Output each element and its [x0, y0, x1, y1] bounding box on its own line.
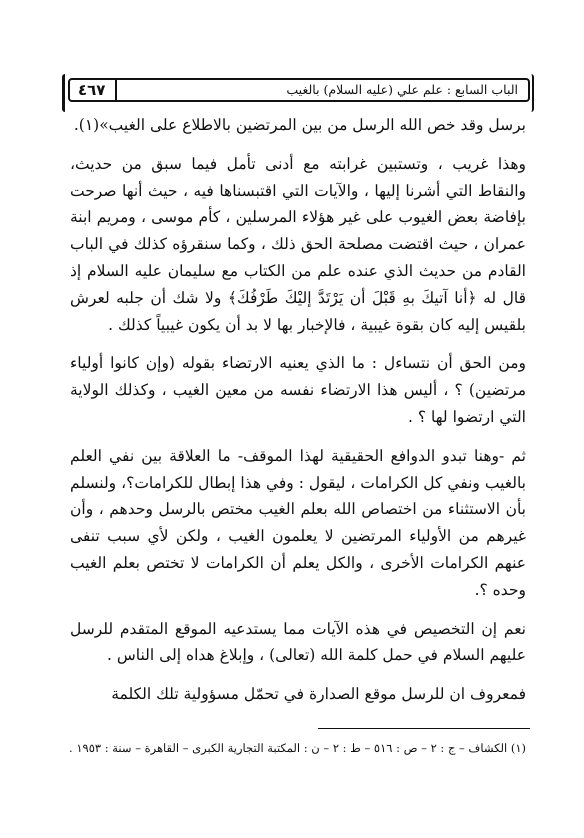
paragraph: برسل وقد خص الله الرسل من بين المرتضين بالاطلاع على الغيب»(١). [73, 116, 526, 134]
paragraph: فمعروف ان للرسل موقع الصدارة في تحمّل مسؤولية تلك الكلمة [111, 685, 526, 704]
page-header [68, 78, 530, 102]
footnote: (١) الكشاف – ج : ٢ – ص : ٥١٦ – ط : ٢ – ن : المكتبة التجارية الكبرى – القاهرة – سنة : ١٩٥٣ . [69, 741, 526, 755]
paragraph: ثم -وهنا تبدو الدوافع الحقيقية لهذا الموقف- ما العلاقة بين نفي العلم بالغيب ونفي كل الكرامات ، ليقول : وفي هذا إبطال للكرامات؟، ولنسلم بأن الاستثناء من اختصاص الله بعلم الغيب مختص بالرسل وحدهم ، وأن غيرهم من الأولياء المرتضين لا يعلمون الغيب ، ولكن لأي سبب تنفى عنهم الكرامات الأخرى ، والكل يعلم أن الكرامات لا تختص بعلم الغيب وحده ؟. [70, 446, 526, 599]
chapter-title: الباب السابع : علم علي (عليه السلام) بالغيب [286, 82, 518, 97]
main-text [70, 112, 526, 708]
page-number: ٤٦٧ [78, 80, 117, 100]
paragraph: ومن الحق أن نتساءل : ما الذي يعنيه الارتضاء بقوله (وإن كانوا أولياء مرتضين) ؟ ، أليس هذا الارتضاء نفسه من معين الغيب ، وكذلك الولاية التي ارتضوا لها ؟ . [70, 354, 526, 426]
paragraph: وهذا غريب ، وتستبين غرابته مع أدنى تأمل فيما سبق من حديث، والنقاط التي أشرنا إليها ، والآيات التي اقتبسناها فيه ، حيث أنها صرحت بإفاضة بعض الغيوب على غير هؤلاء المرسلين ، كأم موسى ، ومريم ابنة عمران ، حيث اقتضت مصلحة الحق ذلك ، وكما سنقرؤه كذلك في الباب القادم من حديث الذي عنده علم من الكتاب مع سليمان عليه السلام إذ قال له ﴿أنا آتيكَ بهِ قَبْلَ أن يَرْتَدَّ إليْكَ طَرْفُكَ﴾ ولا شك أن جلبه لعرش بلقيس إليه كان بقوة غيبية ، فالإخبار بها لا بد أن يكون غيبياً كذلك . [70, 154, 526, 334]
paragraph: نعم إن التخصيص في هذه الآيات مما يستدعيه الموقع المتقدم للرسل عليهم السلام في حمل كلمة الله (تعالى) ، وإبلاغ هداه إلى الناس . [70, 619, 526, 665]
footnote-divider [318, 728, 530, 729]
